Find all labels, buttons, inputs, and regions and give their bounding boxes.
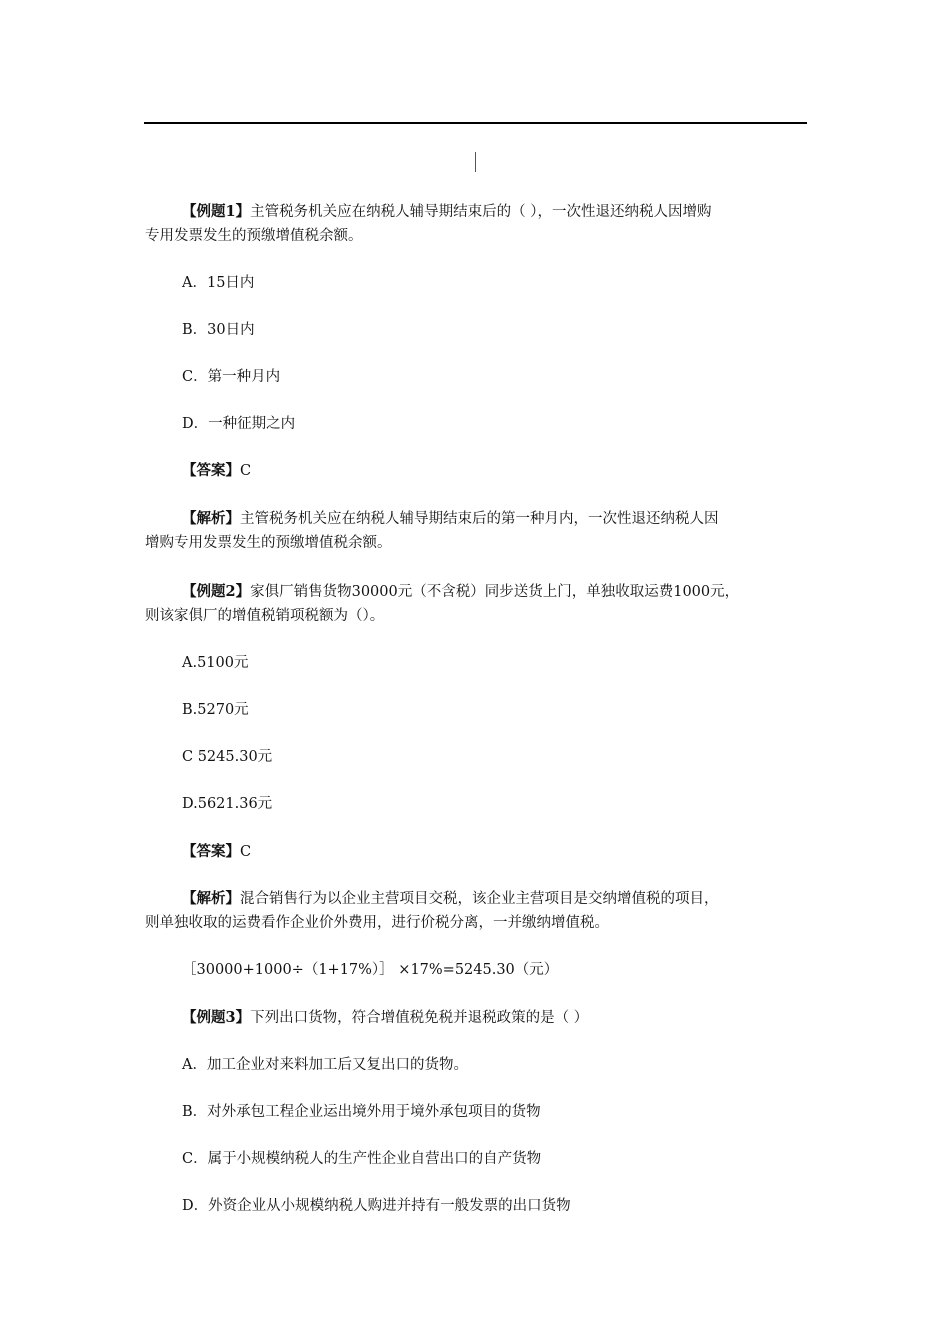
ex2-formula: ［30000+1000÷（1+17%）］ ×17%=5245.30（元） bbox=[182, 962, 559, 978]
ex1-question-line1 bbox=[182, 202, 711, 222]
ex3-question-text: 下列出口货物，符合增值税免税并退税政策的是（ ） bbox=[250, 1010, 589, 1026]
ex3-option-a: A．加工企业对来料加工后又复出口的货物。 bbox=[182, 1057, 468, 1073]
ex3-option-c: C．属于小规模纳税人的生产性企业自营出口的自产货物 bbox=[182, 1151, 542, 1167]
ex2-analysis-label: 【解析】 bbox=[182, 890, 240, 907]
ex2-question-line2: 则该家俱厂的增值税销项税额为（）。 bbox=[145, 608, 385, 624]
ex1-option-c: C．第一种月内 bbox=[182, 369, 281, 385]
ex2-label: 【例题2】 bbox=[182, 583, 251, 600]
ex1-analysis-line1 bbox=[182, 509, 719, 529]
ex1-option-b: B．30日内 bbox=[182, 322, 255, 338]
ex2-answer bbox=[182, 842, 251, 862]
ex1-label: 【例题1】 bbox=[182, 203, 251, 220]
ex2-option-d: D.5621.36元 bbox=[182, 796, 273, 812]
ex2-answer-label: 【答案】 bbox=[182, 843, 240, 860]
ex3-question-line1 bbox=[182, 1008, 588, 1028]
ex3-option-b: B．对外承包工程企业运出境外用于境外承包项目的货物 bbox=[182, 1104, 541, 1120]
ex2-option-b: B.5270元 bbox=[182, 702, 249, 718]
ex2-answer-value: C bbox=[240, 844, 252, 860]
ex1-question-line2: 专用发票发生的预缴增值税余额。 bbox=[145, 228, 363, 244]
ex1-option-a: A．15日内 bbox=[182, 275, 255, 291]
ex1-answer-label: 【答案】 bbox=[182, 462, 240, 479]
ex2-analysis-line2: 则单独收取的运费看作企业价外费用，进行价税分离，一并缴纳增值税。 bbox=[145, 915, 609, 931]
ex2-analysis-line1 bbox=[182, 889, 719, 909]
ex1-analysis-line2: 增购专用发票发生的预缴增值税余额。 bbox=[145, 535, 392, 551]
ex2-option-a: A.5100元 bbox=[182, 655, 249, 671]
ex2-question-line1 bbox=[182, 582, 739, 602]
ex1-answer-value: C bbox=[240, 463, 252, 479]
ex1-question-text: 主管税务机关应在纳税人辅导期结束后的（ ），一次性退还纳税人因增购 bbox=[250, 204, 712, 220]
ex1-answer bbox=[182, 461, 251, 481]
header-rule bbox=[144, 122, 807, 124]
ex1-option-d: D．一种征期之内 bbox=[182, 416, 296, 432]
ex2-option-c: C 5245.30元 bbox=[182, 749, 273, 765]
ex1-analysis-label: 【解析】 bbox=[182, 510, 240, 527]
ex2-analysis-text: 混合销售行为以企业主营项目交税，该企业主营项目是交纳增值税的项目， bbox=[240, 891, 719, 907]
ex3-label: 【例题3】 bbox=[182, 1009, 251, 1026]
text-cursor bbox=[475, 152, 476, 172]
ex2-question-text: 家俱厂销售货物30000元（不含税）同步送货上门，单独收取运费1000元， bbox=[250, 584, 740, 600]
ex1-analysis-text: 主管税务机关应在纳税人辅导期结束后的第一种月内，一次性退还纳税人因 bbox=[240, 511, 719, 527]
ex3-option-d: D．外资企业从小规模纳税人购进并持有一般发票的出口货物 bbox=[182, 1198, 571, 1214]
